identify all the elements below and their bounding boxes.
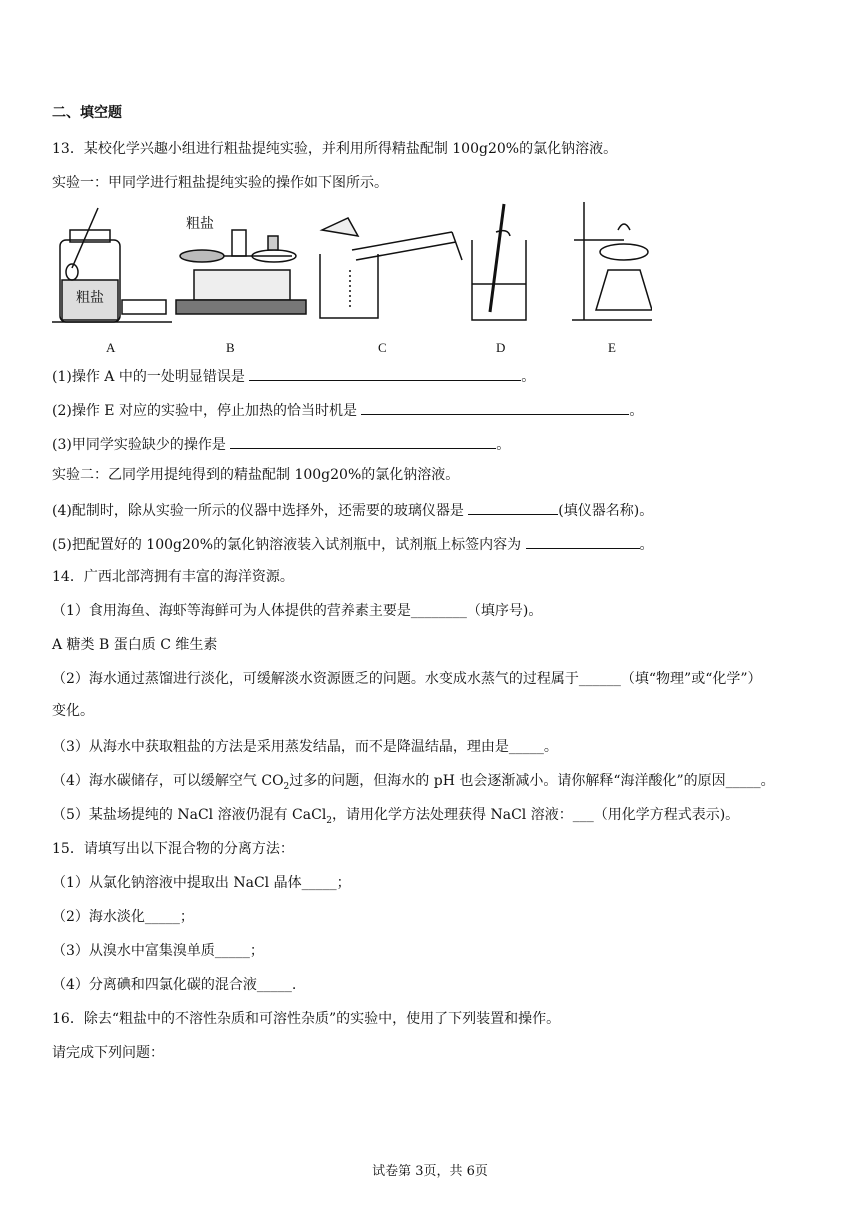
apparatus-c [320, 218, 462, 318]
q15-part3: （3）从溴水中富集溴单质_____； [52, 943, 264, 959]
q15-part1: （1）从氯化钠溶液中提取出 NaCl 晶体_____； [52, 875, 351, 891]
q14-options: A 糖类 B 蛋白质 C 维生素 [52, 637, 218, 653]
q15-part2: （2）海水淡化_____； [52, 909, 194, 925]
apparatus-b [176, 230, 306, 314]
page-footer: 试卷第 3页，共 6页 [372, 1164, 488, 1179]
q14-part3: （3）从海水中获取粗盐的方法是采用蒸发结晶，而不是降温结晶，理由是_____。 [52, 739, 558, 755]
figure-label-a: A [106, 340, 116, 355]
q14-part4: （4）海水碳储存，可以缓解空气 $CO_2$过多的问题，但海水的 pH 也会逐渐减小。请你解释“海洋酸化”的原因_____。 [52, 773, 775, 792]
q16-part1: 请完成下列问题： [52, 1045, 164, 1061]
q13-exp1: 实验一：甲同学进行粗盐提纯实验的操作如下图所示。 [52, 175, 388, 191]
q16-stem: 16．除去“粗盐中的不溶性杂质和可溶性杂质”的实验中，使用了下列装置和操作。 [52, 1011, 561, 1027]
q14-part1: （1）食用海鱼、海虾等海鲜可为人体提供的营养素主要是________（填序号)。 [52, 603, 543, 619]
q14-part2a: （2）海水通过蒸馏进行淡化，可缓解淡水资源匮乏的问题。水变成水蒸气的过程属于______（填“物理”或“化学”） [52, 671, 762, 687]
q13-part5: (5)把配置好的 100g20%的氯化钠溶液装入试剂瓶中，试剂瓶上标签内容为 。 [52, 534, 654, 554]
apparatus-a [52, 208, 172, 322]
figure-label-c: C [378, 340, 387, 355]
q14-stem: 14．广西北部湾拥有丰富的海洋资源。 [52, 569, 294, 585]
apparatus-d [472, 204, 526, 320]
q13-exp2: 实验二：乙同学用提纯得到的精盐配制 100g20%的氯化钠溶液。 [52, 467, 460, 483]
figure-label-e: E [608, 340, 616, 355]
q13-part3: (3)甲同学实验缺少的操作是 。 [52, 434, 510, 454]
q13-stem: 13．某校化学兴趣小组进行粗盐提纯实验，并利用所得精盐配制 100g20%的氯化钠溶液。 [52, 141, 618, 157]
apparatus-drawing [52, 200, 652, 360]
answer-blank[interactable] [230, 434, 496, 449]
section-title: 二、填空题 [52, 105, 122, 121]
jar-label: 粗盐 [76, 290, 104, 306]
answer-blank[interactable] [526, 534, 640, 549]
q13-part1: (1)操作 A 中的一处明显错误是 。 [52, 366, 535, 386]
q13-part2: (2)操作 E 对应的实验中，停止加热的恰当时机是 。 [52, 400, 643, 420]
balance-label: 粗盐 [186, 216, 214, 232]
apparatus-e [572, 202, 652, 320]
answer-blank[interactable] [249, 366, 521, 381]
answer-blank[interactable] [468, 500, 558, 515]
q15-stem: 15．请填写出以下混合物的分离方法： [52, 841, 294, 857]
apparatus-figure [52, 200, 652, 360]
answer-blank[interactable] [361, 400, 629, 415]
figure-label-d: D [496, 340, 506, 355]
q13-part4: (4)配制时，除从实验一所示的仪器中选择外，还需要的玻璃仪器是 (填仪器名称)。 [52, 500, 653, 520]
q14-part2b: 变化。 [52, 703, 94, 719]
q15-part4: （4）分离碘和四氯化碳的混合液_____. [52, 977, 297, 993]
figure-label-b: B [226, 340, 235, 355]
q14-part5: （5）某盐场提纯的 NaCl 溶液仍混有 CaCl$_2$，请用化学方法处理获得 NaCl 溶液：___（用化学方程式表示)。 [52, 807, 740, 826]
